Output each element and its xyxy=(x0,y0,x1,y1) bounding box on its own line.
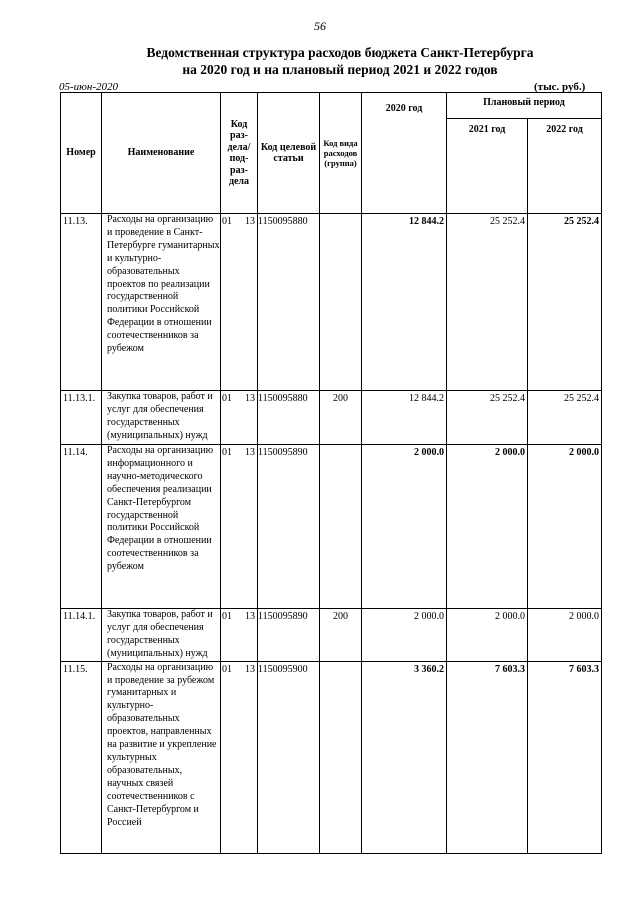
razdel-code: 01 xyxy=(222,611,232,622)
expense-group: 200 xyxy=(320,391,362,445)
header-target-code: Код целевой статьи xyxy=(258,93,320,214)
budget-table xyxy=(60,92,602,854)
amount-2021: 2 000.0 xyxy=(447,445,528,609)
podrazdel-code: 13 xyxy=(245,663,255,675)
table-row xyxy=(61,445,602,609)
row-number: 11.15. xyxy=(61,661,102,853)
razdel-code: 01 xyxy=(222,216,232,227)
document-title xyxy=(60,44,620,78)
header-name: Наименование xyxy=(102,93,221,214)
header-2020: 2020 год xyxy=(362,93,447,214)
header-number: Номер xyxy=(61,93,102,214)
row-name: Закупка товаров, работ и услуг для обеспечения государственных (муниципальных) нужд xyxy=(102,391,221,445)
table-row xyxy=(61,391,602,445)
amount-2020: 3 360.2 xyxy=(362,661,447,853)
row-number: 11.13.1. xyxy=(61,391,102,445)
header-2022: 2022 год xyxy=(528,119,602,214)
section-code xyxy=(221,661,258,853)
row-name: Расходы на организацию и проведение в Санкт-Петербурге гуманитарных и культурно-образовательных проектов по реализации государственной политики Российской Федерации в отношении соотечественников за рубежом xyxy=(102,214,221,391)
title-line-2: на 2020 год и на плановый период 2021 и 2022 годов xyxy=(182,62,498,77)
page-number: 56 xyxy=(314,19,326,33)
table-row xyxy=(61,661,602,853)
razdel-code: 01 xyxy=(222,393,232,404)
amount-2022: 2 000.0 xyxy=(528,445,602,609)
amount-2020: 12 844.2 xyxy=(362,214,447,391)
razdel-code: 01 xyxy=(222,447,232,458)
header-section-code: Код раз-дела/под-раз-дела xyxy=(221,93,258,214)
amount-2022: 2 000.0 xyxy=(528,609,602,662)
units-label: (тыс. руб.) xyxy=(534,81,586,93)
table-row xyxy=(61,609,602,662)
target-code: 1150095890 xyxy=(258,445,320,609)
amount-2021: 25 252.4 xyxy=(447,214,528,391)
target-code: 1150095890 xyxy=(258,609,320,662)
expense-group xyxy=(320,661,362,853)
table-row xyxy=(61,214,602,391)
header-expense-type: Код вида расходов (группа) xyxy=(320,93,362,214)
section-code xyxy=(221,445,258,609)
row-number: 11.14. xyxy=(61,445,102,609)
amount-2022: 25 252.4 xyxy=(528,214,602,391)
section-code xyxy=(221,391,258,445)
amount-2020: 2 000.0 xyxy=(362,609,447,662)
section-code xyxy=(221,214,258,391)
podrazdel-code: 13 xyxy=(245,393,255,404)
row-number: 11.13. xyxy=(61,214,102,391)
expense-group xyxy=(320,445,362,609)
title-line-1: Ведомственная структура расходов бюджета Санкт-Петербурга xyxy=(146,45,534,60)
row-number: 11.14.1. xyxy=(61,609,102,662)
header-2021: 2021 год xyxy=(447,119,528,214)
amount-2021: 25 252.4 xyxy=(447,391,528,445)
amount-2022: 7 603.3 xyxy=(528,661,602,853)
amount-2020: 12 844.2 xyxy=(362,391,447,445)
amount-2022: 25 252.4 xyxy=(528,391,602,445)
amount-2020: 2 000.0 xyxy=(362,445,447,609)
document-date: 05-июн-2020 xyxy=(59,81,119,93)
expense-group xyxy=(320,214,362,391)
target-code: 1150095880 xyxy=(258,391,320,445)
row-name: Закупка товаров, работ и услуг для обеспечения государственных (муниципальных) нужд xyxy=(102,609,221,662)
header-planned-period: Плановый период xyxy=(447,93,602,119)
razdel-code: 01 xyxy=(222,663,232,675)
row-name: Расходы на организацию информационного и научно-методического обеспечения реализации Санкт-Петербургом государственной политики Российской Федерации в отношении соотечественников за рубежом xyxy=(102,445,221,609)
podrazdel-code: 13 xyxy=(245,611,255,622)
podrazdel-code: 13 xyxy=(245,216,255,227)
expense-group: 200 xyxy=(320,609,362,662)
amount-2021: 7 603.3 xyxy=(447,661,528,853)
section-code xyxy=(221,609,258,662)
podrazdel-code: 13 xyxy=(245,447,255,458)
target-code: 1150095880 xyxy=(258,214,320,391)
amount-2021: 2 000.0 xyxy=(447,609,528,662)
row-name: Расходы на организацию и проведение за рубежом гуманитарных и культурно-образовательных проектов, направленных на развитие и укрепление культурных образовательных, научных связей соотечественников с Санкт-Петербургом и Россией xyxy=(102,661,221,853)
target-code: 1150095900 xyxy=(258,661,320,853)
